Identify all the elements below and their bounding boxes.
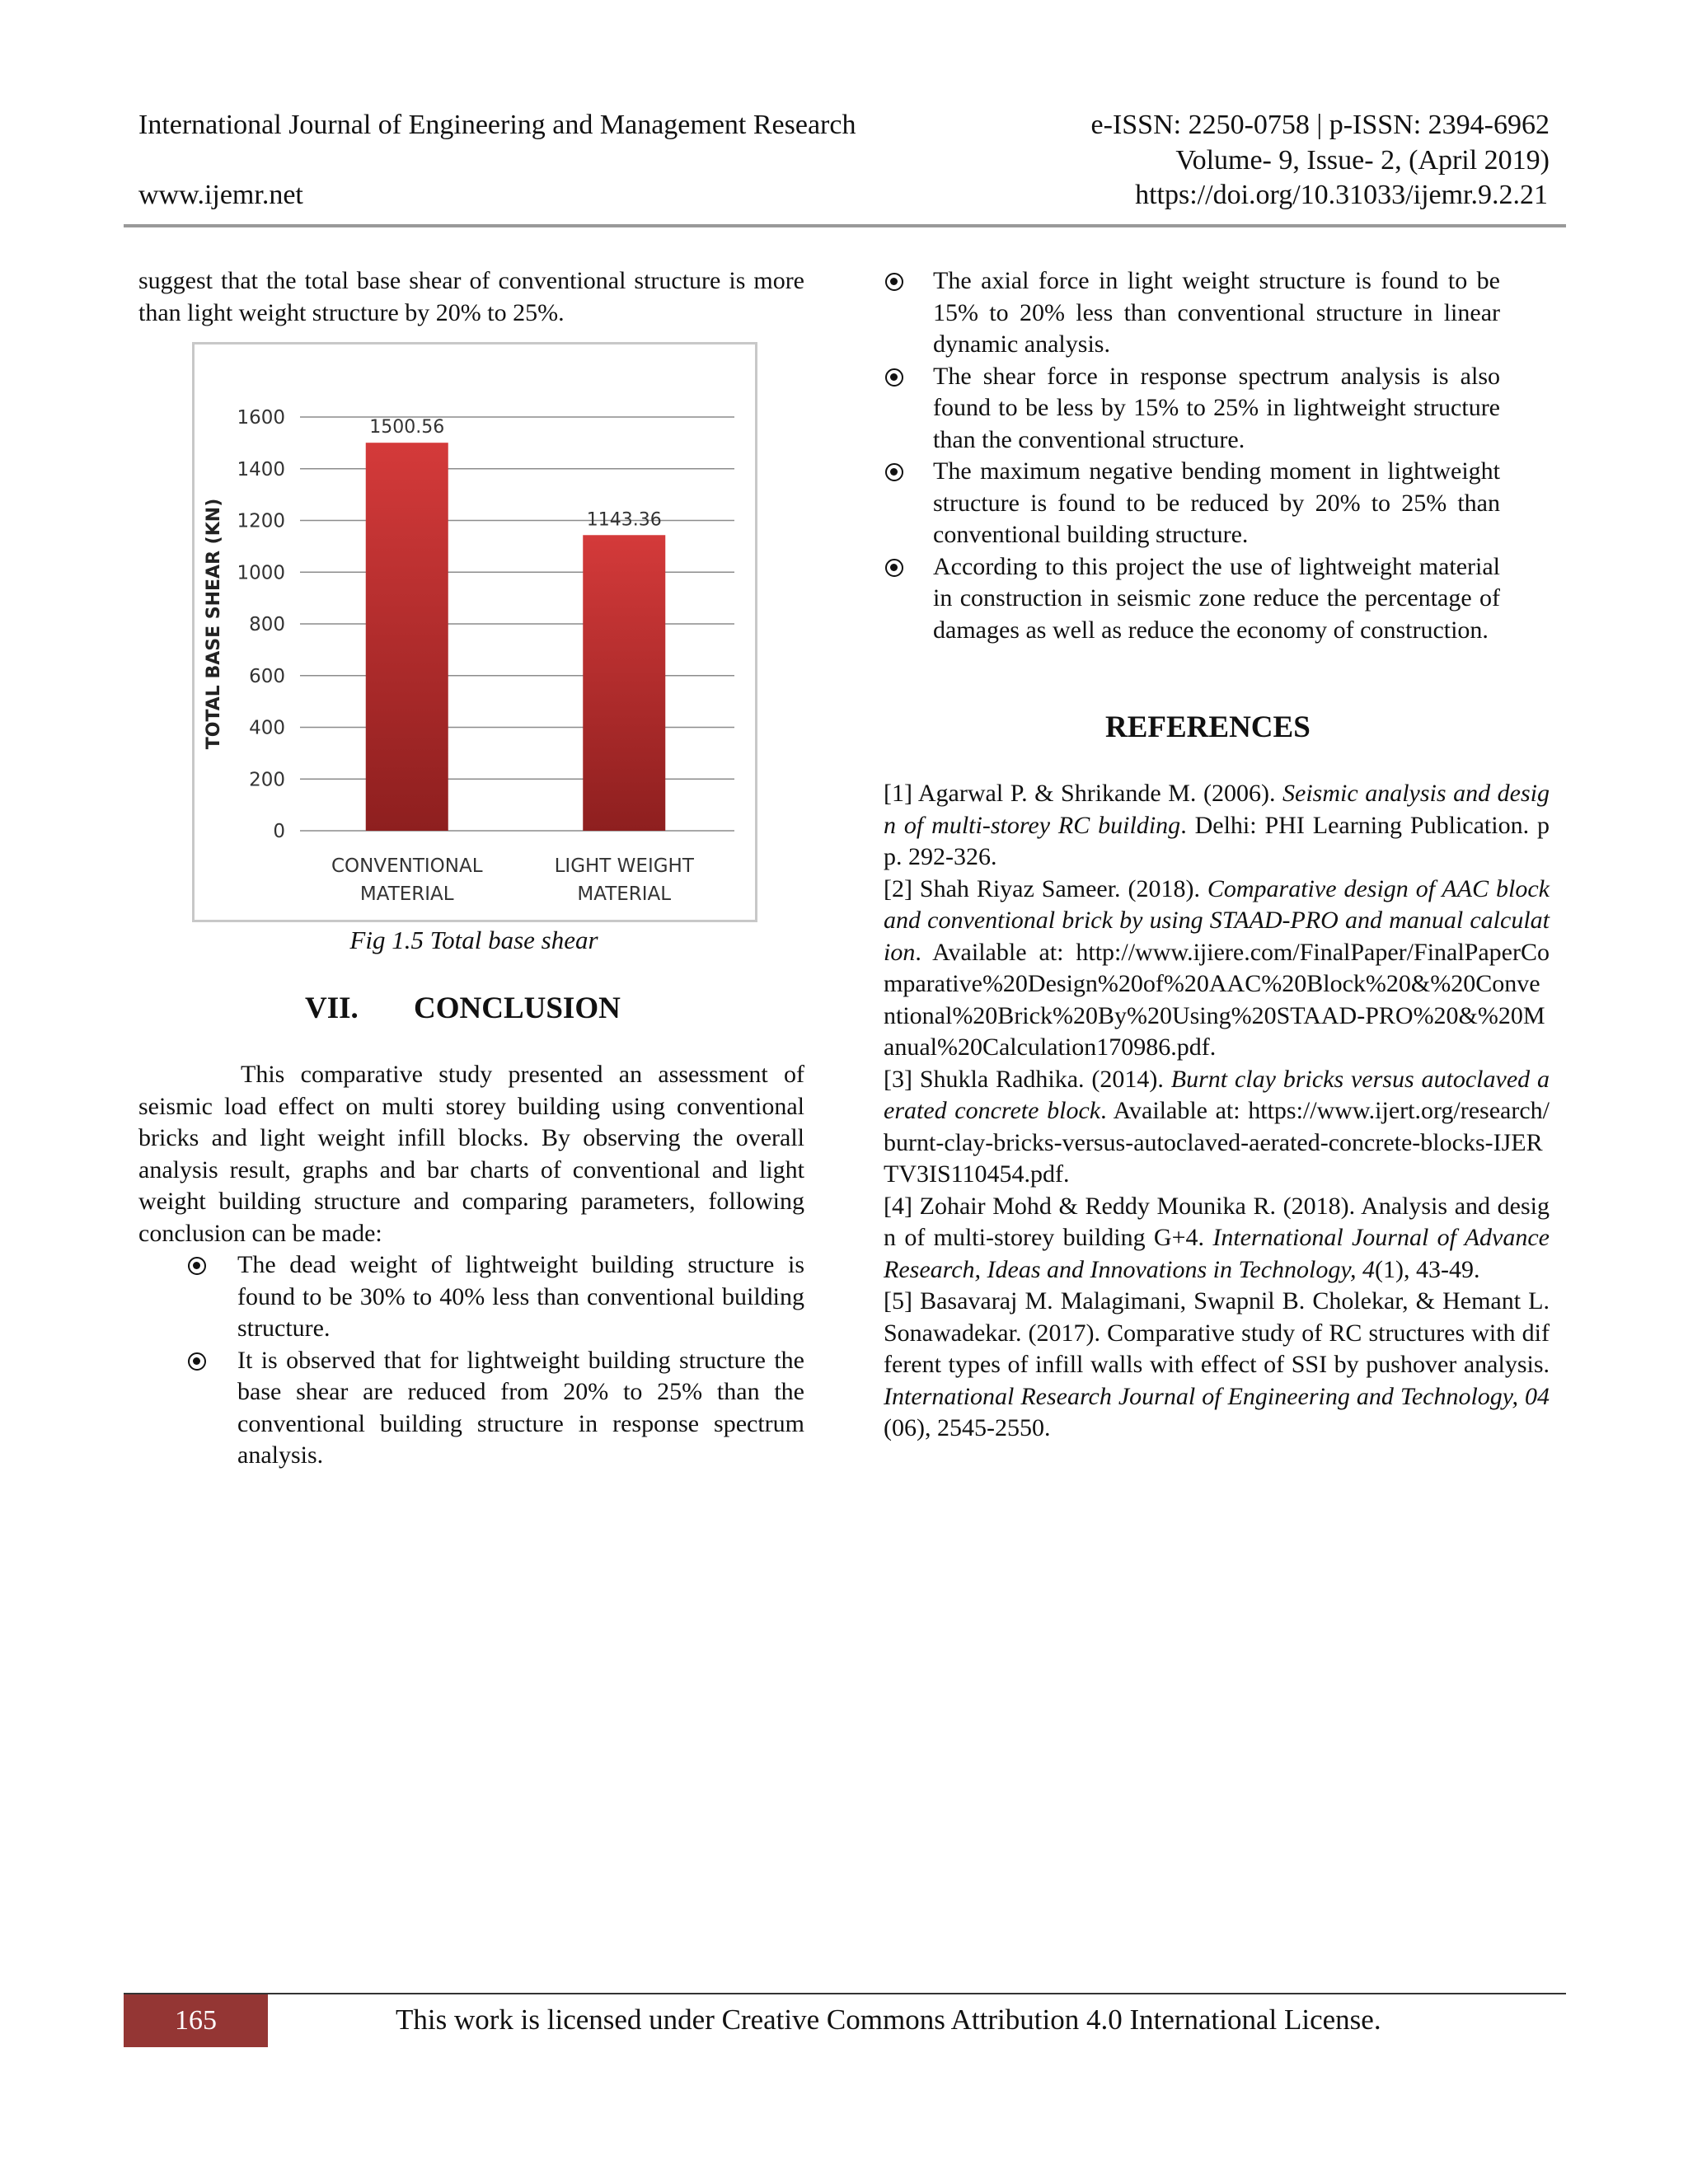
bullet-text: The dead weight of lightweight building structure is found to be 30% to 40% less than conventional building structure. — [237, 1251, 804, 1342]
reference-details: (06), 2545-2550. — [884, 1414, 1051, 1441]
figure-caption: Fig 1.5 Total base shear — [349, 926, 598, 954]
reference-authors: [3] Shukla Radhika. (2014). — [884, 1065, 1171, 1093]
reference-title: Comparative design of AAC block and conventional brick by using STAAD-PRO and manual calculation — [884, 874, 1550, 966]
bullet-icon — [885, 463, 903, 481]
list-item — [138, 1345, 804, 1472]
y-tick-label: 800 — [249, 614, 285, 635]
y-tick-label: 1000 — [237, 562, 285, 584]
x-tick-label: MATERIAL — [359, 883, 454, 905]
reference-details: (1), 43-49. — [1375, 1255, 1480, 1283]
list-item — [138, 1249, 804, 1345]
list-item — [834, 265, 1500, 361]
doi-link[interactable]: https://doi.org/10.31033/ijemr.9.2.21 — [1135, 180, 1548, 210]
reference-item — [884, 1191, 1550, 1286]
y-tick-label: 0 — [273, 821, 285, 842]
reference-item — [884, 778, 1550, 874]
left-intro — [138, 265, 804, 329]
data-label: 1143.36 — [586, 509, 662, 531]
x-tick-label: CONVENTIONAL — [331, 855, 483, 877]
references-heading: REFERENCES — [1105, 710, 1311, 744]
list-item — [834, 361, 1500, 457]
intro-paragraph: suggest that the total base shear of conventional structure is more than light weight structure by 20% to 25%. — [138, 267, 804, 326]
bullet-icon — [885, 368, 903, 387]
y-tick-label: 1400 — [237, 458, 285, 480]
footer-rule — [124, 1993, 1566, 1994]
reference-title: International Research Journal of Engineering and Technology, 04 — [884, 1382, 1550, 1410]
bar — [583, 535, 665, 831]
y-tick-label: 600 — [249, 665, 285, 687]
y-tick-label: 1600 — [237, 407, 285, 429]
reference-authors: [4] Zohair Mohd & Reddy Mounika R. (2018). Analysis and design of multi-storey building G+4. — [884, 1192, 1550, 1251]
conclusion-paragraph: This comparative study presented an assessment of seismic load effect on multi storey building using conventional bricks and light weight infill blocks. By observing the overall analysis result, graphs and bar charts of conventional and light weight building structure and comparing parameters, following conclusion can be made: — [138, 1061, 804, 1247]
reference-item — [884, 1064, 1550, 1191]
reference-item — [884, 874, 1550, 1064]
conclusion-section — [138, 1059, 804, 1472]
bullet-text: The maximum negative bending moment in lightweight structure is found to be reduced by 20% to 25% than conventional building structure. — [933, 457, 1500, 548]
bullet-icon — [885, 559, 903, 577]
x-tick-label: LIGHT WEIGHT — [554, 855, 694, 877]
reference-title: Burnt clay bricks versus autoclaved aerated concrete block — [884, 1065, 1550, 1124]
y-tick-label: 200 — [249, 769, 285, 791]
reference-details: . Delhi: PHI Learning Publication. pp. 292-326. — [884, 811, 1550, 870]
reference-authors: [2] Shah Riyaz Sameer. (2018). — [884, 874, 1207, 902]
website-link[interactable]: www.ijemr.net — [138, 180, 303, 210]
reference-details: . Available at: https://www.ijert.org/research/burnt-clay-bricks-versus-autoclaved-aerated-concrete-blocks-IJERTV3IS110454.pdf. — [884, 1097, 1550, 1188]
conclusion-heading: CONCLUSION — [414, 991, 621, 1025]
base-shear-chart — [192, 342, 757, 922]
data-label: 1500.56 — [369, 417, 445, 438]
license-text: This work is licensed under Creative Commons Attribution 4.0 International License. — [396, 2004, 1381, 2036]
bullet-icon — [188, 1257, 206, 1275]
bullet-text: The shear force in response spectrum analysis is also found to be less by 15% to 25% in lightweight structure than the conventional structure. — [933, 362, 1500, 453]
reference-title: International Journal of Advance Research, Ideas and Innovations in Technology, 4 — [884, 1224, 1550, 1283]
y-tick-label: 400 — [249, 717, 285, 739]
references-list — [884, 778, 1550, 1445]
bullet-icon — [885, 273, 903, 291]
conclusion-bullets-left — [138, 1249, 804, 1472]
bullet-text: The axial force in light weight structure is found to be 15% to 20% less than conventional structure in linear dynamic analysis. — [933, 267, 1500, 358]
bullet-text: According to this project the use of lightweight material in construction in seismic zone reduce the percentage of damages as well as reduce the economy of construction. — [933, 552, 1500, 644]
bullet-text: It is observed that for lightweight building structure the base shear are reduced from 20% to 25% than the conventional building structure in response spectrum analysis. — [237, 1346, 804, 1469]
reference-details: . Available at: http://www.ijiere.com/FinalPaper/FinalPaperComparative%20Design%20of%20AAC%20Block%20&%20Conventional%20Brick%20By%20Using%20STAAD-PRO%20&%20Manual%20Calculation170986.pdf. — [884, 938, 1550, 1061]
page-number: 165 — [124, 1994, 268, 2047]
conclusion-number: VII. — [305, 991, 359, 1025]
reference-title: Seismic analysis and design of multi-storey RC building — [884, 780, 1550, 839]
chart-svg — [195, 344, 755, 920]
bullet-icon — [188, 1352, 206, 1371]
reference-authors: [1] Agarwal P. & Shrikande M. (2006). — [884, 780, 1283, 807]
conclusion-bullets-right — [834, 265, 1500, 646]
list-item — [834, 551, 1500, 647]
list-item — [834, 456, 1500, 551]
issn-text: e-ISSN: 2250-0758 | p-ISSN: 2394-6962 — [1090, 110, 1550, 140]
journal-title: International Journal of Engineering and Management Research — [138, 110, 856, 140]
header-rule — [124, 224, 1566, 227]
right-bullets-block — [834, 265, 1500, 646]
y-axis-label: TOTAL BASE SHEAR (KN) — [204, 498, 224, 750]
volume-text: Volume- 9, Issue- 2, (April 2019) — [1175, 145, 1550, 176]
bar — [366, 443, 448, 831]
x-tick-label: MATERIAL — [577, 883, 672, 905]
reference-item — [884, 1286, 1550, 1445]
reference-authors: [5] Basavaraj M. Malagimani, Swapnil B. Cholekar, & Hemant L. Sonawadekar. (2017). Comparative study of RC structures with different types of infill walls with effect of SSI by pushover analysis. — [884, 1287, 1550, 1378]
y-tick-label: 1200 — [237, 510, 285, 532]
